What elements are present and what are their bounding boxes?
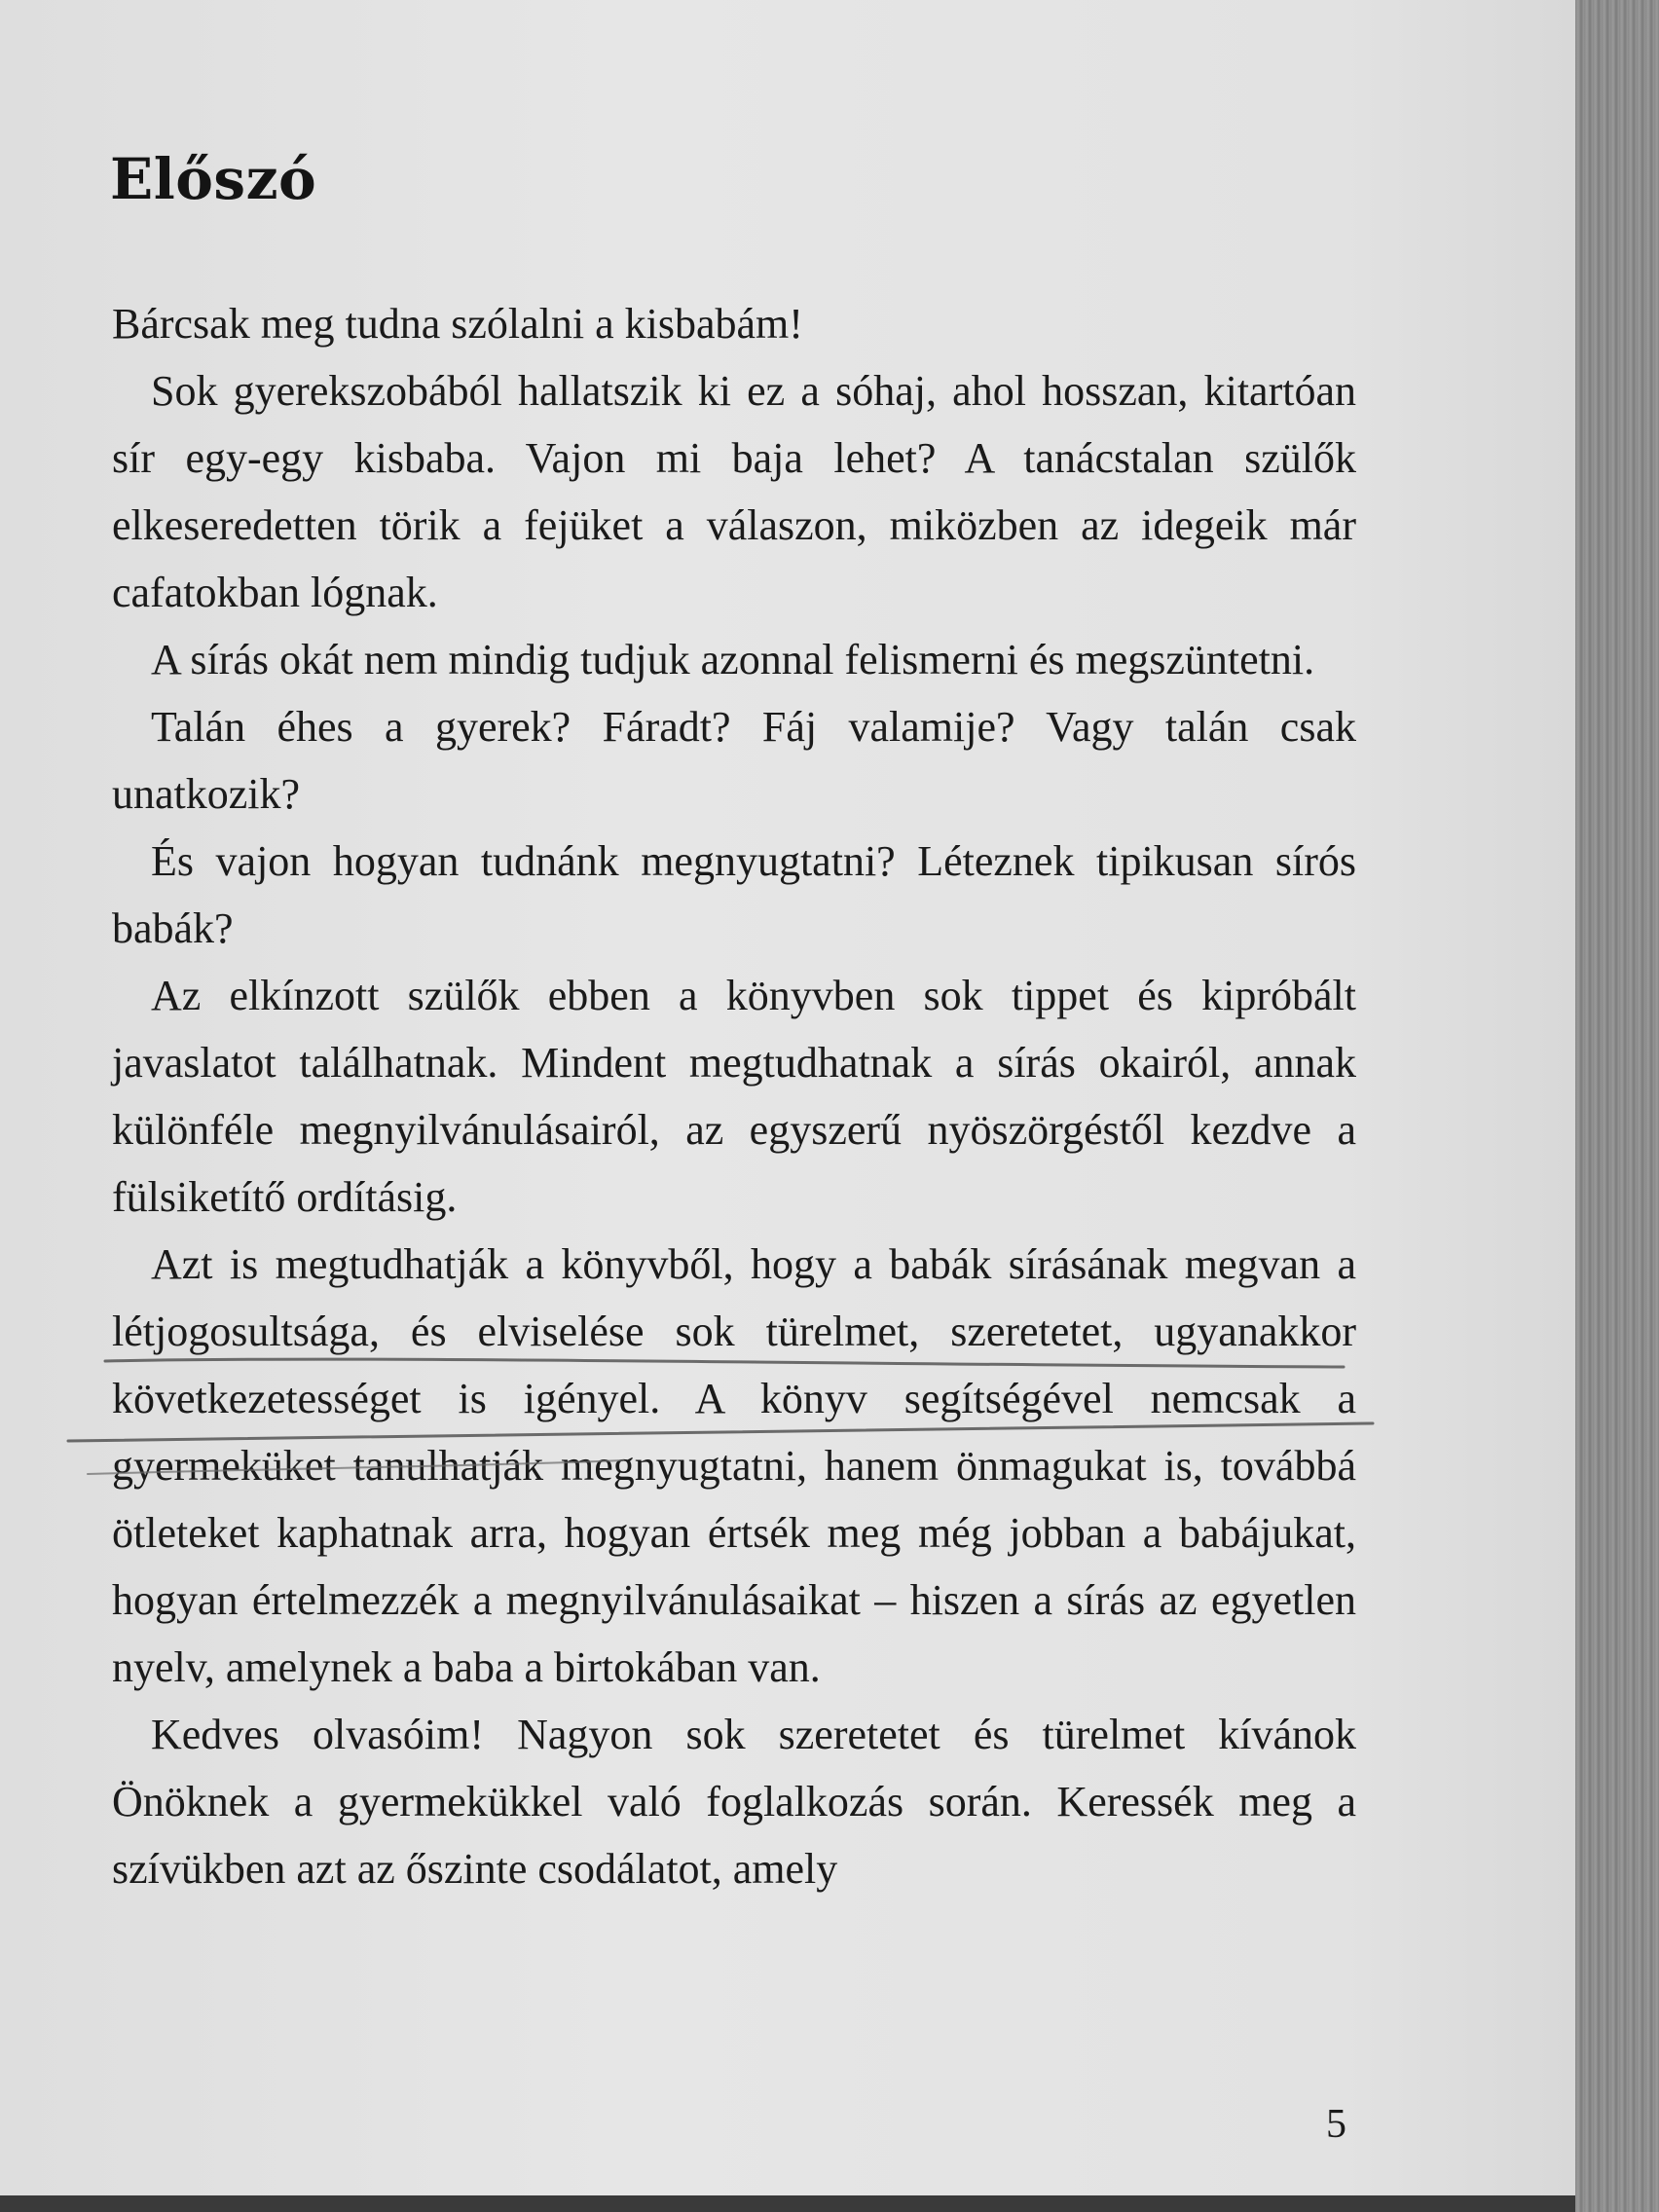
paragraph-8: Kedves olvasóim! Nagyon sok szeretetet és türelmet kívánok Önöknek a gyermekükkel való foglalkozás során. Keressék meg a szívükben azt az őszinte csodálatot, amely <box>112 1711 1356 1893</box>
chapter-title: Előszó <box>110 146 317 212</box>
paragraph-4: Talán éhes a gyerek? Fáradt? Fáj valamije? Vagy talán csak unatkozik? <box>112 703 1356 818</box>
adjacent-pages-edge <box>1575 0 1659 2212</box>
bottom-background-strip <box>0 2195 1575 2212</box>
paragraph-6: Az elkínzott szülők ebben a könyvben sok tippet és kipróbált javaslatot találhatnak. Mindent megtudhatnak a sírás okairól, annak különféle megnyilvánulásairól, az egyszerű nyöszörgéstől kezdve a fülsiketítő ordításig. <box>112 972 1356 1221</box>
paragraph-2: Sok gyerekszobából hallatszik ki ez a sóhaj, ahol hosszan, kitartóan sír egy-egy kisbaba. Vajon mi baja lehet? A tanácstalan szülők elkeseredetten törik a fejüket a válaszon, miközben az idegeik már cafatokban lógnak. <box>112 367 1356 616</box>
paragraph-3: A sírás okát nem mindig tudjuk azonnal felismerni és megszüntetni. <box>151 636 1315 683</box>
paragraph-5: És vajon hogyan tudnánk megnyugtatni? Léteznek tipikusan sírós babák? <box>112 837 1356 952</box>
page-number: 5 <box>1326 2102 1346 2147</box>
body-text <box>112 290 1356 1902</box>
paragraph-1: Bárcsak meg tudna szólalni a kisbabám! <box>112 300 803 348</box>
paragraph-7: Azt is megtudhatják a könyvből, hogy a babák sírásának megvan a létjogosultsága, és elviselése sok türelmet, szeretetet, ugyanakkor következetességet is igényel. A könyv segítségével nemcsak a gyermeküket tanulhatják megnyugtatni, hanem önmagukat is, továbbá ötleteket kaphatnak arra, hogyan értsék meg még jobban a babájukat, hogyan értelmezzék a megnyilvánulásaikat – hiszen a sírás az egyetlen nyelv, amelynek a baba a birtokában van. <box>112 1240 1356 1691</box>
